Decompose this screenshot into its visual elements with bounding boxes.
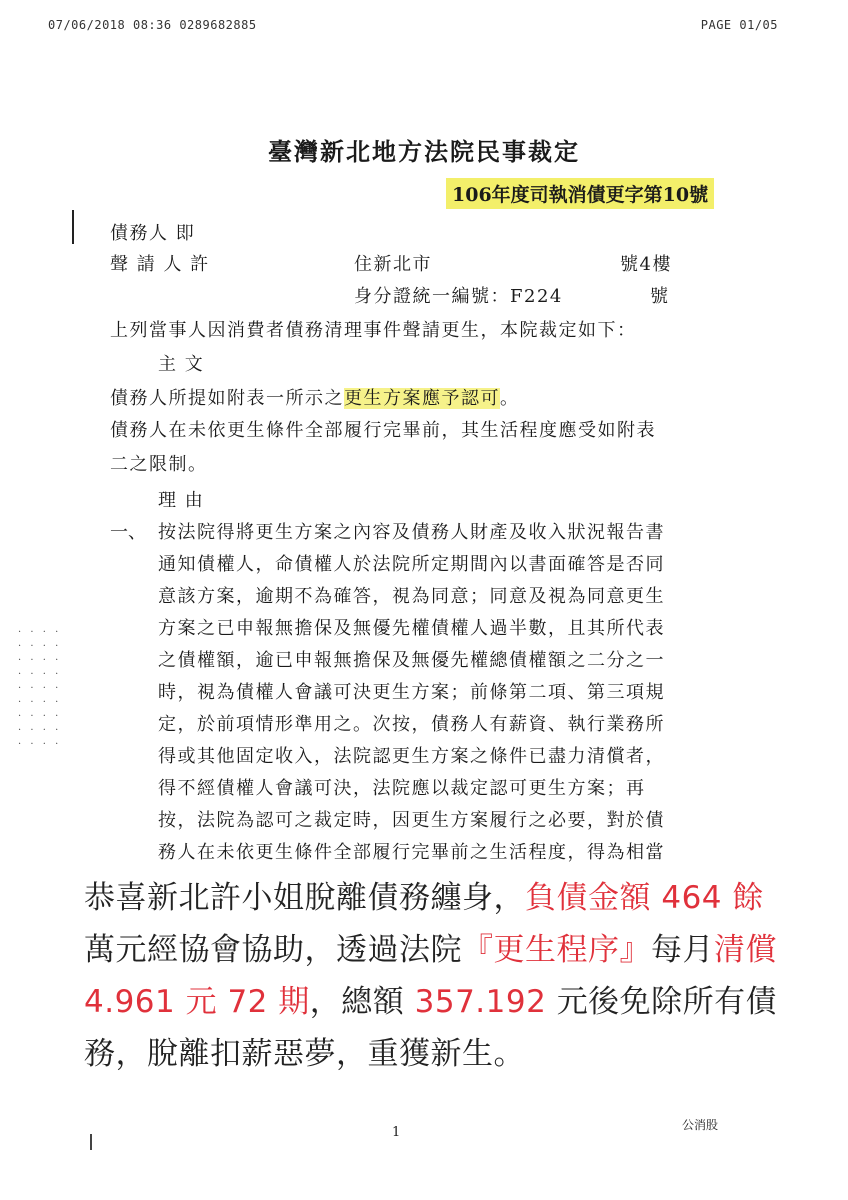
main-item-2-line-1: 債務人在未依更生條件全部履行完畢前，其生活程度應受如附表 [110, 420, 656, 441]
margin-mark [72, 210, 74, 244]
case-number: 106年度司執消債更字第10號 [446, 178, 714, 209]
reason-line: 按法院得將更生方案之內容及債務人財產及收入狀況報告書 [158, 522, 665, 543]
department-label: 公消股 [682, 1118, 719, 1132]
intro-line: 上列當事人因消費者債務清理事件聲請更生，本院裁定如下： [110, 320, 637, 341]
main-item-1-highlight: 更生方案應予認可 [344, 388, 500, 409]
reason-line: 之債權額，逾已申報無擔保及無優先權總債權額之二分之一 [158, 650, 665, 671]
document-title: 臺灣新北地方法院民事裁定 [268, 137, 580, 166]
announcement-text [84, 872, 784, 1080]
announcement-highlight: 357.192 [414, 984, 547, 1020]
punch-hole-marks: · · · · · · · · · · · · · · · · · · · · · · · · · · · · · · · · · · · · [18, 627, 62, 750]
main-item-1 [110, 384, 520, 410]
announcement-part: 恭喜新北許小姐脫離債務纏身， [84, 880, 525, 916]
reason-line: 方案之已申報無擔保及無優先權債權人過半數，且其所代表 [158, 618, 665, 639]
reason-line: 通知債權人，命債權人於法院所定期間內以書面確答是否同 [158, 554, 665, 575]
reason-line: 時，視為債權人會議可決更生方案；前條第二項、第三項規 [158, 682, 665, 703]
announcement-part: 萬元經協會協助，透過法院 [84, 932, 462, 968]
reason-line: 得不經債權人會議可決，法院應以裁定認可更生方案；再 [158, 778, 646, 799]
debtor-label: 債務人 即 [110, 223, 196, 244]
reason-heading: 理 由 [158, 490, 205, 511]
fax-header-right: PAGE 01/05 [700, 18, 778, 32]
fax-header-left: 07/06/2018 08:36 0289682885 [48, 18, 257, 32]
page-number: 1 [392, 1125, 401, 1140]
id-number-end: 號 [650, 286, 670, 307]
address-end: 號4樓 [620, 254, 672, 275]
margin-tick [90, 1134, 92, 1150]
reason-line: 定，於前項情形準用之。次按，債務人有薪資、執行業務所 [158, 714, 665, 735]
announcement-highlight: 464 餘 [661, 880, 764, 916]
main-item-2-line-2: 二之限制。 [110, 454, 208, 475]
announcement-part: 元後免除所有債務，脫離扣薪惡夢，重獲新生。 [84, 984, 778, 1072]
announcement-highlight: 負債金額 [525, 880, 651, 916]
id-number-label: 身分證統一編號：F224 [354, 286, 563, 307]
main-item-1-end: 。 [500, 388, 520, 409]
applicant-label: 聲 請 人 許 [110, 254, 210, 275]
announcement-part: 每月 [651, 932, 714, 968]
main-heading: 主 文 [158, 354, 205, 375]
announcement-highlight: 清償 4.961 元 72 期 [84, 932, 777, 1020]
announcement-highlight: 『更生程序』 [462, 932, 651, 968]
announcement-part: ，總額 [309, 984, 405, 1020]
reason-line: 得或其他固定收入，法院認更生方案之條件已盡力清償者， [158, 746, 665, 767]
reason-number: 一、 [110, 522, 146, 543]
main-item-1-text: 債務人所提如附表一所示之 [110, 388, 344, 409]
reason-line: 意該方案，逾期不為確答，視為同意；同意及視為同意更生 [158, 586, 665, 607]
address-label: 住新北市 [354, 254, 432, 275]
reason-line: 務人在未依更生條件全部履行完畢前之生活程度，得為相當 [158, 842, 665, 863]
reason-line: 按，法院為認可之裁定時，因更生方案履行之必要，對於債 [158, 810, 665, 831]
